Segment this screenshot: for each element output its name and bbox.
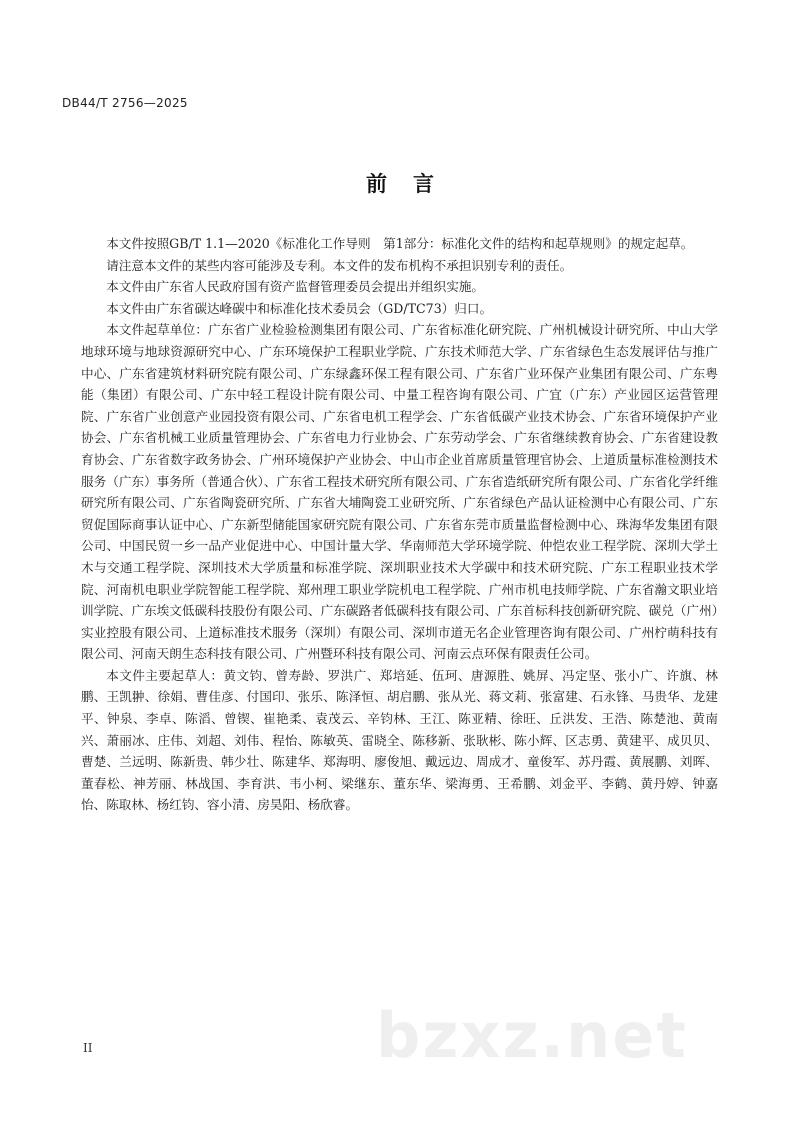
paragraph-patent-notice: 请注意本文件的某些内容可能涉及专利。本文件的发布机构不承担识别专利的责任。 [106,257,573,273]
preface-body [81,233,718,816]
document-code: DB44/T 2756—2025 [62,96,188,110]
paragraph-drafters: 本文件主要起草人：黄文钧、曾寿龄、罗洪广、郑培延、伍珂、唐源胜、姚屏、冯定坚、张小广、许旗、林鹏、王凯翀、徐娟、曹佳彦、付国印、张乐、陈泽恒、胡启鹏、张从光、蒋文莉、张富建、石永锋、马贵华、龙建平、钟泉、李卓、陈滔、曾锲、崔艳柔、袁茂云、辛钧林、王江、陈亚精、徐旺、丘洪发、王浩、陈楚池、黄南兴、萧丽冰、庄伟、刘超、刘伟、程怡、陈敏英、雷晓全、陈移新、张耿彬、陈小辉、区志勇、黄建平、成贝贝、曹楚、兰远明、陈新贵、韩少壮、陈建华、郑海明、廖俊旭、戴远边、周成才、童俊军、苏丹霞、黄展鹏、刘晖、董春松、神芳丽、林战国、李育洪、韦小柯、梁继东、董东华、梁海勇、王希鹏、刘金平、李鹤、黄丹婷、钟嘉怡、陈取林、杨红钧、容小清、房昊阳、杨欣睿。 [81,667,718,813]
paragraph-technical-committee: 本文件由广东省碳达峰碳中和标准化技术委员会（GD/TC73）归口。 [106,300,493,316]
page-number: II [83,1041,93,1055]
watermark: bzxz.net [376,999,688,1072]
paragraph-proposer: 本文件由广东省人民政府国有资产监督管理委员会提出并组织实施。 [106,279,484,295]
paragraph-drafting-rules: 本文件按照GB/T 1.1—2020《标准化工作导则 第1部分：标准化文件的结构和起草规则》的规定起草。 [106,236,694,251]
page-title: 前言 [366,172,460,196]
paragraph-drafting-units: 本文件起草单位：广东省广业检验检测集团有限公司、广东省标准化研究院、广州机械设计研究所、中山大学地球环境与地球资源研究中心、广东环境保护工程职业学院、广东技术师范大学、广东省绿色生态发展评估与推广中心、广东省建筑材料研究院有限公司、广东绿鑫环保工程有限公司、广东省广业环保产业集团有限公司、广东粤能（集团）有限公司、广东中轻工程设计院有限公司、中量工程咨询有限公司、广宜（广东）产业园区运营管理院、广东省广业创意产业园投资有限公司、广东省电机工程学会、广东省低碳产业技术协会、广东省环境保护产业协会、广东省机械工业质量管理协会、广东省电力行业协会、广东劳动学会、广东省继续教育协会、广东省建设教育协会、广东省数字政务协会、广州环境保护产业协会、中山市企业首席质量管理官协会、上道质量标准检测技术服务（广东）事务所（普通合伙）、广东省工程技术研究所有限公司、广东省造纸研究所有限公司、广东省化学纤维研究所有限公司、广东省陶瓷研究所、广东省大埔陶瓷工业研究所、广东省绿色产品认证检测中心有限公司、广东贸促国际商事认证中心、广东新型储能国家研究院有限公司、广东省东莞市质量监督检测中心、珠海华发集团有限公司、中国民贸一乡一品产业促进中心、中国计量大学、华南师范大学环境学院、仲恺农业工程学院、深圳大学土木与交通工程学院、深圳技术大学质量和标准学院、深圳职业技术大学碳中和技术研究院、广东工程职业技术学院、河南机电职业学院智能工程学院、郑州理工职业学院机电工程学院、广州市机电技师学院、广东省瀚文职业培训学院、广东埃文低碳科技股份有限公司、广东碳路者低碳科技有限公司、广东首标科技创新研究院、碳兑（广州）实业控股有限公司、上道标准技术服务（深圳）有限公司、深圳市道无名企业管理咨询有限公司、广州柠萌科技有限公司、河南天朗生态科技有限公司、广州暨环科技有限公司、河南云点环保有限责任公司。 [81,322,718,662]
